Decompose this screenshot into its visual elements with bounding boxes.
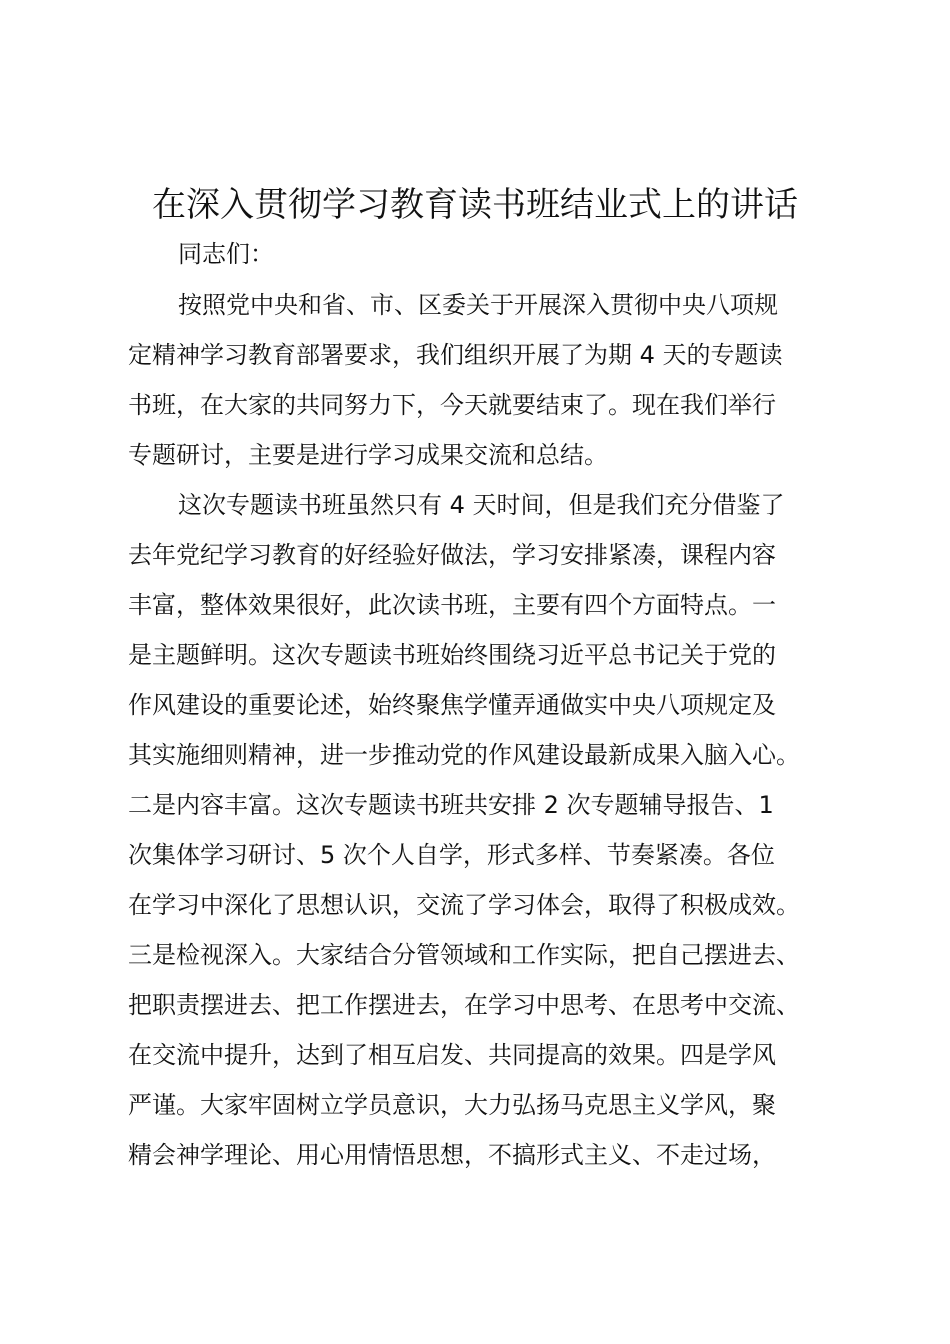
paragraph-line: 二是内容丰富。这次专题读书班共安排 2 次专题辅导报告、1 — [128, 791, 774, 819]
paragraph-line: 书班，在大家的共同努力下，今天就要结束了。现在我们举行 — [128, 391, 776, 419]
paragraph-line: 定精神学习教育部署要求，我们组织开展了为期 4 天的专题读 — [128, 341, 783, 369]
salutation: 同志们： — [178, 240, 274, 268]
document-title: 在深入贯彻学习教育读书班结业式上的讲话 — [152, 185, 798, 225]
paragraph-line: 在学习中深化了思想认识，交流了学习体会，取得了积极成效。 — [128, 891, 800, 919]
paragraph-line: 丰富，整体效果很好，此次读书班，主要有四个方面特点。一 — [128, 591, 776, 619]
paragraph-line: 其实施细则精神，进一步推动党的作风建设最新成果入脑入心。 — [128, 741, 800, 769]
paragraph-line: 把职责摆进去、把工作摆进去，在学习中思考、在思考中交流、 — [128, 991, 800, 1019]
paragraph-line: 是主题鲜明。这次专题读书班始终围绕习近平总书记关于党的 — [128, 641, 776, 669]
paragraph-line: 按照党中央和省、市、区委关于开展深入贯彻中央八项规 — [178, 291, 778, 319]
paragraph-line: 严谨。大家牢固树立学员意识，大力弘扬马克思主义学风，聚 — [128, 1091, 776, 1119]
paragraph-line: 作风建设的重要论述，始终聚焦学懂弄通做实中央八项规定及 — [128, 691, 776, 719]
paragraph-line: 去年党纪学习教育的好经验好做法，学习安排紧凑，课程内容 — [128, 541, 776, 569]
paragraph-line: 在交流中提升，达到了相互启发、共同提高的效果。四是学风 — [128, 1041, 776, 1069]
paragraph-line: 三是检视深入。大家结合分管领域和工作实际，把自己摆进去、 — [128, 941, 800, 969]
paragraph-line: 专题研讨，主要是进行学习成果交流和总结。 — [128, 441, 608, 469]
paragraph-line: 这次专题读书班虽然只有 4 天时间，但是我们充分借鉴了 — [178, 491, 785, 519]
paragraph-line: 次集体学习研讨、5 次个人自学，形式多样、节奏紧凑。各位 — [128, 841, 775, 869]
paragraph-line: 精会神学理论、用心用情悟思想，不搞形式主义、不走过场， — [128, 1141, 776, 1169]
